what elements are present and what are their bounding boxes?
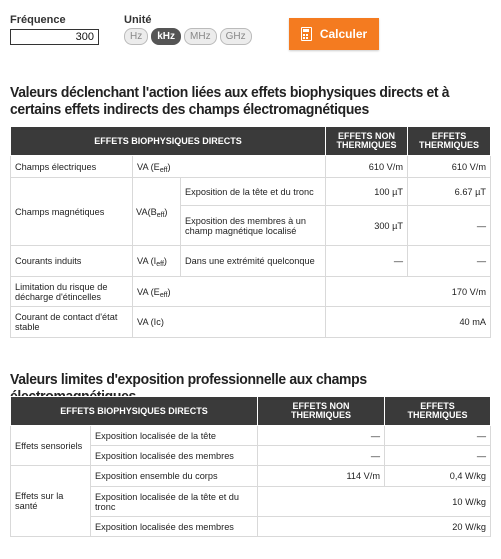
- row-description: Exposition des membres à un champ magnétique localisé: [181, 206, 326, 246]
- row-description: Exposition ensemble du corps: [91, 466, 258, 487]
- non-thermal-value: 300 µT: [326, 206, 408, 246]
- calculator-icon: [301, 27, 312, 41]
- row-name: Champs magnétiques: [11, 178, 133, 246]
- row-name: Courant de contact d'état stable: [11, 307, 133, 338]
- table-row: [11, 246, 491, 277]
- frequency-input[interactable]: [10, 29, 99, 45]
- row-name: Effets sur la santé: [11, 466, 91, 537]
- non-thermal-value: —: [258, 446, 385, 466]
- calculate-button[interactable]: [289, 18, 379, 50]
- combined-value: 10 W/kg: [258, 487, 491, 517]
- table-row: [11, 277, 491, 307]
- table-row: [11, 178, 491, 206]
- header-thermal: EFFETS THERMIQUES: [385, 397, 491, 426]
- combined-value: 170 V/m: [326, 277, 491, 307]
- row-description: Exposition de la tête et du tronc: [181, 178, 326, 206]
- row-description: Exposition localisée des membres: [91, 446, 258, 466]
- non-thermal-value: 610 V/m: [326, 156, 408, 178]
- row-description: Exposition localisée de la tête et du tronc: [91, 487, 258, 517]
- header-non-thermal: EFFETS NON THERMIQUES: [258, 397, 385, 426]
- section1-title-line2: certains effets indirects des champs électromagnétiques: [10, 101, 369, 118]
- row-va: VA $(E_{eff})$: [133, 156, 326, 178]
- exposure-limits-table: [10, 396, 491, 537]
- unit-button-hz[interactable]: Hz: [124, 28, 148, 45]
- unit-button-ghz[interactable]: GHz: [220, 28, 252, 45]
- header-thermal: EFFETS THERMIQUES: [408, 127, 491, 156]
- table-row: [11, 466, 491, 487]
- unit-button-mhz[interactable]: MHz: [184, 28, 217, 45]
- row-description: Dans une extrémité quelconque: [181, 246, 326, 277]
- row-name: Limitation du risque de décharge d'étincelles: [11, 277, 133, 307]
- row-va: VA $(I_{eff})$: [133, 246, 181, 277]
- thermal-value: —: [385, 446, 491, 466]
- header-non-thermal: EFFETS NON THERMIQUES: [326, 127, 408, 156]
- table-row: [11, 156, 491, 178]
- unit-button-khz[interactable]: kHz: [151, 28, 181, 45]
- row-va: $VA(B_{eff})$: [133, 178, 181, 246]
- non-thermal-value: 100 µT: [326, 178, 408, 206]
- header-direct-effects: EFFETS BIOPHYSIQUES DIRECTS: [11, 127, 326, 156]
- unit-selector: [124, 28, 252, 45]
- non-thermal-value: 114 V/m: [258, 466, 385, 487]
- thermal-value: 6.67 µT: [408, 178, 491, 206]
- section1-title: [10, 84, 494, 118]
- thermal-value: 0,4 W/kg: [385, 466, 491, 487]
- header-direct-effects: EFFETS BIOPHYSIQUES DIRECTS: [11, 397, 258, 426]
- row-va: VA (Ic): [133, 307, 326, 338]
- table-header-row: [11, 127, 491, 156]
- combined-value: 40 mA: [326, 307, 491, 338]
- non-thermal-value: —: [326, 246, 408, 277]
- thermal-value: —: [408, 246, 491, 277]
- row-name: Champs électriques: [11, 156, 133, 178]
- unit-label: Unité: [124, 14, 152, 26]
- thermal-value: 610 V/m: [408, 156, 491, 178]
- row-va: VA $(E_{eff})$: [133, 277, 326, 307]
- action-values-table: [10, 126, 491, 338]
- row-name: Courants induits: [11, 246, 133, 277]
- thermal-value: —: [385, 426, 491, 446]
- thermal-value: —: [408, 206, 491, 246]
- combined-value: 20 W/kg: [258, 517, 491, 537]
- calculator-controls: [0, 0, 501, 70]
- section2-title: Valeurs limites d'exposition professionnelle aux champs: [10, 371, 367, 388]
- table-header-row: [11, 397, 491, 426]
- calculate-button-label: Calculer: [319, 27, 368, 41]
- frequency-label: Fréquence: [10, 14, 66, 26]
- non-thermal-value: —: [258, 426, 385, 446]
- row-name: Effets sensoriels: [11, 426, 91, 466]
- table-row: [11, 426, 491, 446]
- row-description: Exposition localisée de la tête: [91, 426, 258, 446]
- section1-title-line1: Valeurs déclenchant l'action liées aux effets biophysiques directs et à: [10, 84, 450, 101]
- row-description: Exposition localisée des membres: [91, 517, 258, 537]
- table-row: [11, 307, 491, 338]
